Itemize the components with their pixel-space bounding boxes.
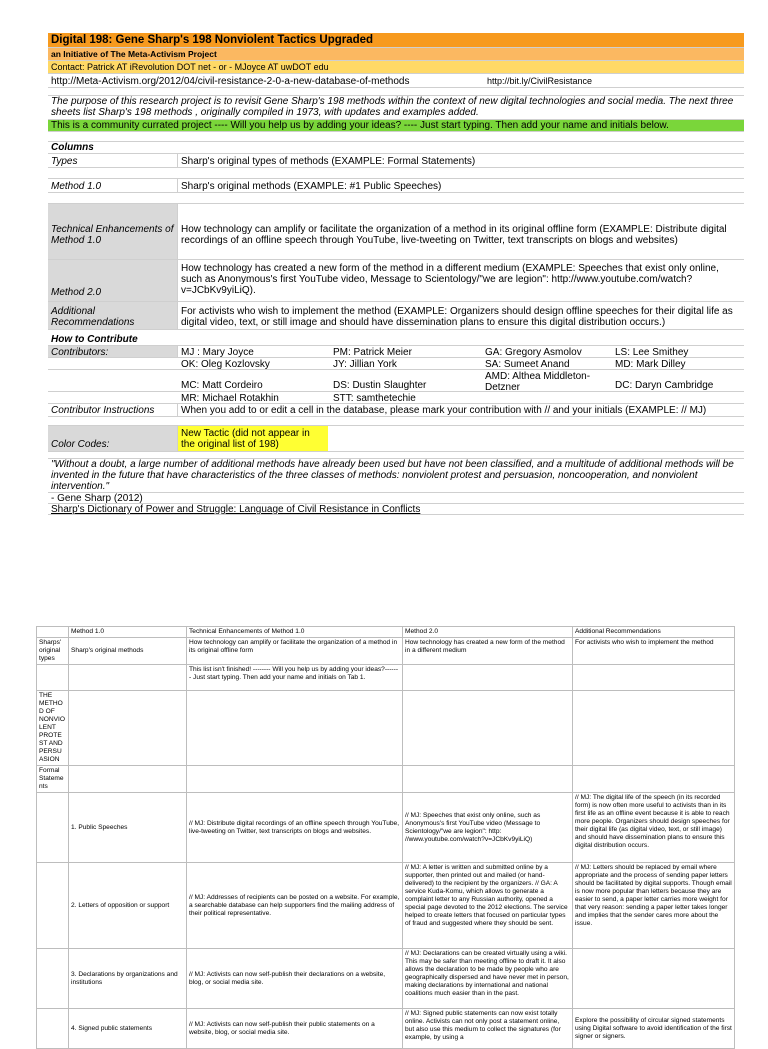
subheader-cell[interactable]: Sharp's original methods [69, 638, 187, 665]
table-cell[interactable] [37, 863, 69, 949]
table-row [37, 949, 735, 1009]
method-cell[interactable]: 4. Signed public statements [69, 1009, 187, 1049]
purpose-text[interactable]: The purpose of this research project is to revisit Gene Sharp's 198 methods within the context of new digital technologies and social media. The next three sheets list Sharp's 198 methods , originally compiled in 1973, with updates and examples added. [48, 96, 744, 120]
table-cell[interactable] [573, 691, 735, 766]
color-code-new-tactic[interactable]: New Tactic (did not appear in the original list of 198) [178, 426, 328, 451]
spacer-row [48, 132, 744, 142]
overview-sheet [48, 33, 744, 515]
contributor-cell[interactable]: LS: Lee Smithey [615, 347, 689, 357]
subheader-cell[interactable]: Sharps' original types [37, 638, 69, 665]
method2-cell[interactable]: // MJ: Speeches that exist only online, such as Anonymous's first YouTube video (Message to Scientology/"we are legion": http: //www.youtube.com/watch?v=JCbKv9yiLiQ) [403, 793, 573, 863]
quote-source[interactable]: Sharp's Dictionary of Power and Struggle: Language of Civil Resistance in Conflicts [48, 504, 744, 515]
sheet-title[interactable]: Digital 198: Gene Sharp's 198 Nonviolent Tactics Upgraded [48, 33, 744, 48]
table-cell[interactable] [37, 949, 69, 1009]
header-cell[interactable] [37, 627, 69, 638]
instructions-label[interactable]: Contributor Instructions [48, 404, 178, 416]
contact-line[interactable]: Contact: Patrick AT iRevolution DOT net - or - MJoyce AT uwDOT edu [48, 61, 744, 74]
spacer-row [48, 417, 744, 426]
contributors-row [48, 392, 744, 404]
table-cell[interactable] [69, 766, 187, 793]
column-desc[interactable]: How technology can amplify or facilitate the organization of a method in its original offline form (EXAMPLE: Distribute digital recordings of an offline speech through YouTube, live-tweeting on Twitter, text transcripts on blogs and websites) [181, 224, 727, 246]
contributor-cell[interactable]: JY: Jillian York [333, 359, 397, 369]
instructions-text[interactable]: When you add to or edit a cell in the database, please mark your contribution with // and your initials (EXAMPLE: // MJ) [181, 405, 707, 416]
url-row [48, 74, 744, 88]
table-cell[interactable] [37, 793, 69, 863]
columns-heading[interactable]: Columns [48, 142, 744, 154]
methods-sheet [36, 626, 734, 1049]
table-row [37, 793, 735, 863]
table-row [37, 863, 735, 949]
spacer-row [48, 452, 744, 459]
columns-row-method1 [48, 179, 744, 193]
notice-cell[interactable]: This list isn't finished! -------- Will you help us by adding your ideas?------- Just start typing. Then add your name and initials on Tab 1. [187, 665, 403, 691]
contributor-cell[interactable]: MC: Matt Cordeiro [181, 380, 263, 391]
methods-table [36, 626, 735, 1049]
contributor-cell[interactable]: AMD: Althea Middleton-Detzner [485, 371, 591, 391]
contributor-cell[interactable]: GA: Gregory Asmolov [485, 347, 582, 357]
short-url[interactable]: http://bit.ly/CivilResistance [487, 76, 593, 86]
color-codes-row [48, 426, 744, 452]
table-cell[interactable] [187, 766, 403, 793]
method2-cell[interactable]: // MJ: Declarations can be created virtually using a wiki. This may be safer than meeting offline to draft it. It also allows the declaration to be made by people who are geographically dispersed and have never met in person, making declarations by international and national coalitions much easier than in the past. [403, 949, 573, 1009]
tech-cell[interactable]: // MJ: Addresses of recipients can be posted on a website. For example, a searchable database can help supporters find the mailing address of their political representative. [187, 863, 403, 949]
table-cell[interactable] [69, 691, 187, 766]
table-row [37, 1009, 735, 1049]
contributors-row [48, 346, 744, 358]
column-label[interactable]: Method 1.0 [48, 179, 178, 192]
contributor-cell[interactable]: MR: Michael Rotakhin [181, 393, 279, 403]
column-desc[interactable]: For activists who wish to implement the method (EXAMPLE: Organizers should design offline speeches for their digital life as digital video, text, or still image and should have dissemination plans to ensure this digital distribution occurs.) [181, 306, 733, 328]
table-cell[interactable] [403, 691, 573, 766]
instructions-row [48, 404, 744, 417]
sharp-quote[interactable]: "Without a doubt, a large number of additional methods have already been used but have not been classified, and a multitude of additional methods will be invented in the future that have characteristics of the three classes of methods: nonviolent protest and persuasion, noncooperation, and nonviolent intervention." [48, 459, 744, 493]
columns-row-tech [48, 204, 744, 260]
method2-cell[interactable]: // MJ: Signed public statements can now exist totally online. Activists can not only post a statement online, but also use this medium to collect the signatures (for example, by using a [403, 1009, 573, 1049]
spacer-row [48, 193, 744, 204]
table-cell[interactable] [573, 665, 735, 691]
contributor-cell[interactable]: PM: Patrick Meier [333, 347, 412, 357]
contributor-cell[interactable]: OK: Oleg Kozlovsky [181, 359, 270, 369]
contributor-cell[interactable]: MD: Mark Dilley [615, 359, 686, 369]
method-cell[interactable]: 1. Public Speeches [69, 793, 187, 863]
contributors-row [48, 370, 744, 392]
contributor-cell[interactable]: MJ : Mary Joyce [181, 347, 254, 357]
project-url[interactable]: http://Meta-Activism.org/2012/04/civil-resistance-2-0-a-new-database-of-methods [51, 76, 410, 87]
quote-author[interactable]: - Gene Sharp (2012) [48, 493, 744, 504]
recommendation-cell[interactable]: // MJ: The digital life of the speech (in its recorded form) is now often more useful to activists than in its first life as an offline event because it is able to reach more people. Organizers should design speeches for their digital life (as digital video, text, or still image) and should have dissemination plans to ensure this digital distribution occurs. [573, 793, 735, 863]
contributor-cell[interactable]: DC: Daryn Cambridge [615, 380, 714, 391]
column-label[interactable]: Technical Enhancements of Method 1.0 [48, 204, 178, 259]
recommendation-cell[interactable]: Explore the possibility of circular signed statements using Digital software to avoid identification of the first signer or signers. [573, 1009, 735, 1049]
table-row [37, 665, 735, 691]
subheader-cell[interactable]: How technology has created a new form of the method in a different medium [403, 638, 573, 665]
table-row [37, 766, 735, 793]
columns-row-method2 [48, 260, 744, 302]
table-cell[interactable] [403, 766, 573, 793]
table-header-row [37, 627, 735, 638]
community-banner[interactable]: This is a community currated project ---- Will you help us by adding your ideas? ---- Just start typing. Then add your name and initials below. [48, 120, 744, 132]
spacer-row [48, 88, 744, 96]
table-cell[interactable] [37, 1009, 69, 1049]
color-codes-label[interactable]: Color Codes: [48, 426, 178, 451]
contributor-cell[interactable]: STT: samthetechie [333, 393, 416, 403]
table-cell[interactable] [403, 665, 573, 691]
columns-row-types [48, 154, 744, 168]
column-label[interactable]: Types [48, 154, 178, 167]
spacer-row [48, 168, 744, 179]
method-cell[interactable]: 2. Letters of opposition or support [69, 863, 187, 949]
recommendation-cell[interactable] [573, 949, 735, 1009]
column-desc[interactable]: How technology has created a new form of the method in a different medium (EXAMPLE: Speeches that exist only online, such as Anonymous's first YouTube video, Message to Scientology/"we are legion": http://www.youtube.com/watch?v=JCbKv9yiLiQ). [181, 263, 719, 296]
subheader-cell[interactable]: How technology can amplify or facilitate the organization of a method in its original offline form [187, 638, 403, 665]
class-label[interactable]: THE METHOD OF NONVIOLENT PROTEST AND PERSUASION [37, 691, 69, 766]
tech-cell[interactable]: // MJ: Distribute digital recordings of an offline speech through YouTube, live-tweeting on Twitter, text transcripts on blogs and websites. [187, 793, 403, 863]
contribute-heading[interactable]: How to Contribute [48, 334, 744, 346]
contributors-row [48, 358, 744, 370]
recommendation-cell[interactable]: // MJ: Letters should be replaced by email where appropriate and the process of sending paper letters should be facilitated by digital supports. Though email is now more popular than letters because they are easier to send, a paper letter carries more weight for that very reason: sending a paper letter takes longer and implies that the sender cares more about the issue. [573, 863, 735, 949]
method-cell[interactable]: 3. Declarations by organizations and institutions [69, 949, 187, 1009]
contributor-cell[interactable]: SA: Sumeet Anand [485, 359, 570, 369]
type-label[interactable]: Formal Statements [37, 766, 69, 793]
columns-row-recs [48, 302, 744, 330]
tech-cell[interactable]: // MJ: Activists can now self-publish their declarations on a website, blog, or social media site. [187, 949, 403, 1009]
subheader-cell[interactable]: For activists who wish to implement the method [573, 638, 735, 665]
contributors-label[interactable]: Contributors: [48, 346, 178, 357]
table-row [37, 691, 735, 766]
contributor-cell[interactable]: DS: Dustin Slaughter [333, 380, 427, 391]
header-cell[interactable]: Method 2.0 [403, 627, 573, 638]
column-label[interactable]: Method 2.0 [48, 260, 178, 301]
header-cell[interactable]: Technical Enhancements of Method 1.0 [187, 627, 403, 638]
column-label[interactable]: Additional Recommendations [48, 302, 178, 329]
header-cell[interactable]: Additional Recommendations [573, 627, 735, 638]
table-subheader-row [37, 638, 735, 665]
column-desc[interactable]: Sharp's original methods (EXAMPLE: #1 Public Speeches) [181, 181, 442, 192]
tech-cell[interactable]: // MJ: Activists can now self-publish their public statements on a website, blog, or social media site. [187, 1009, 403, 1049]
table-cell[interactable] [187, 691, 403, 766]
column-desc[interactable]: Sharp's original types of methods (EXAMPLE: Formal Statements) [181, 156, 476, 167]
table-cell[interactable] [69, 665, 187, 691]
table-cell[interactable] [37, 665, 69, 691]
method2-cell[interactable]: // MJ: A letter is written and submitted online by a supporter, then printed out and mailed (or hand-delivered) to the recipient by the organizers. // GA: A service Kuda-Komu, which allows to generate a complaint letter to any Russian authority, opened a special page devoted to the 2012 elections. The service helped to create letters that focused on particular types of fraud and suggested where they should be sent. [403, 863, 573, 949]
initiative-line[interactable]: an Initiative of The Meta-Activism Project [48, 48, 744, 61]
table-cell[interactable] [573, 766, 735, 793]
header-cell[interactable]: Method 1.0 [69, 627, 187, 638]
